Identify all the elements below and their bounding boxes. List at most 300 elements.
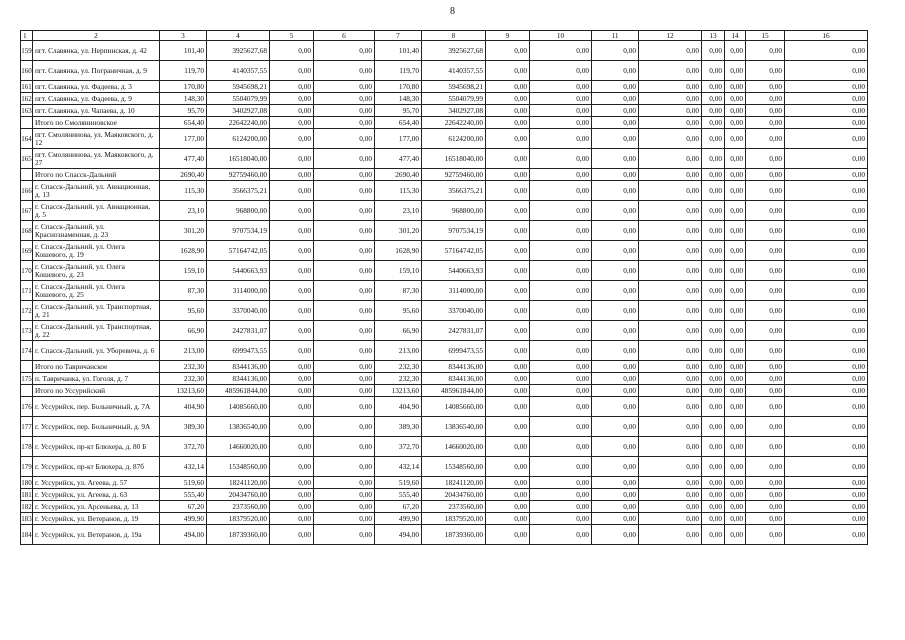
table-row (21, 477, 868, 489)
value-cell: 0,00 (314, 61, 375, 81)
value-cell: 0,00 (270, 105, 314, 117)
value-cell: 0,00 (270, 525, 314, 545)
value-cell: 22642240,00 (422, 117, 486, 129)
value-cell: 8344136,00 (207, 373, 270, 385)
address-cell: пгт. Славянка, ул. Фадеева, д. 9 (33, 93, 160, 105)
value-cell: 0,00 (314, 361, 375, 373)
value-cell: 0,00 (702, 385, 725, 397)
value-cell: 555,40 (375, 489, 422, 501)
value-cell: 0,00 (486, 117, 530, 129)
value-cell: 2427831,07 (422, 321, 486, 341)
value-cell: 0,00 (592, 525, 639, 545)
value-cell: 0,00 (270, 321, 314, 341)
value-cell: 14085660,00 (422, 397, 486, 417)
value-cell: 95,60 (375, 301, 422, 321)
value-cell: 0,00 (592, 437, 639, 457)
value-cell: 2690,40 (160, 169, 207, 181)
value-cell: 0,00 (530, 169, 592, 181)
table-row (21, 417, 868, 437)
value-cell: 0,00 (486, 105, 530, 117)
value-cell: 0,00 (746, 61, 785, 81)
value-cell: 95,70 (375, 105, 422, 117)
value-cell: 0,00 (270, 93, 314, 105)
value-cell: 0,00 (746, 489, 785, 501)
value-cell: 232,30 (375, 373, 422, 385)
value-cell: 4140357,55 (207, 61, 270, 81)
value-cell: 0,00 (639, 93, 702, 105)
value-cell: 0,00 (785, 437, 868, 457)
value-cell: 0,00 (746, 81, 785, 93)
value-cell: 0,00 (530, 457, 592, 477)
address-cell: г. Спасск-Дальний, ул. Олега Кошевого, д. 19 (33, 241, 160, 261)
value-cell: 0,00 (639, 501, 702, 513)
value-cell: 0,00 (530, 477, 592, 489)
value-cell: 0,00 (702, 361, 725, 373)
value-cell: 0,00 (725, 81, 746, 93)
value-cell: 0,00 (725, 129, 746, 149)
address-cell: Итого по Тавричанское (33, 361, 160, 373)
value-cell: 0,00 (746, 105, 785, 117)
value-cell: 485961844,00 (207, 385, 270, 397)
value-cell: 0,00 (785, 373, 868, 385)
value-cell: 0,00 (314, 281, 375, 301)
value-cell: 0,00 (785, 513, 868, 525)
value-cell: 0,00 (314, 181, 375, 201)
value-cell: 170,80 (160, 81, 207, 93)
table-row (21, 201, 868, 221)
value-cell: 0,00 (725, 501, 746, 513)
value-cell: 555,40 (160, 489, 207, 501)
row-number: 163 (21, 106, 32, 115)
value-cell: 14085660,00 (207, 397, 270, 417)
value-cell: 0,00 (725, 437, 746, 457)
row-number (21, 385, 33, 397)
column-number-cell: 9 (486, 31, 530, 41)
value-cell: 0,00 (725, 385, 746, 397)
value-cell: 3114000,00 (207, 281, 270, 301)
value-cell: 0,00 (314, 477, 375, 489)
address-cell: г. Спасск-Дальний, ул. Олега Кошевого, д. 23 (33, 261, 160, 281)
value-cell: 0,00 (530, 301, 592, 321)
value-cell: 0,00 (639, 373, 702, 385)
value-cell: 0,00 (270, 477, 314, 489)
value-cell: 87,30 (160, 281, 207, 301)
value-cell: 177,00 (160, 129, 207, 149)
table-row (21, 525, 868, 545)
value-cell: 0,00 (702, 321, 725, 341)
value-cell: 432,14 (375, 457, 422, 477)
value-cell: 3402927,08 (422, 105, 486, 117)
value-cell: 0,00 (785, 61, 868, 81)
value-cell: 0,00 (314, 261, 375, 281)
address-cell: Итого по Смоляниновское (33, 117, 160, 129)
value-cell: 0,00 (270, 501, 314, 513)
value-cell: 0,00 (314, 385, 375, 397)
value-cell: 57164742,05 (422, 241, 486, 261)
value-cell: 0,00 (746, 477, 785, 489)
value-cell: 0,00 (702, 169, 725, 181)
value-cell: 0,00 (746, 261, 785, 281)
value-cell: 0,00 (785, 321, 868, 341)
value-cell: 0,00 (785, 105, 868, 117)
value-cell: 0,00 (592, 281, 639, 301)
value-cell: 0,00 (746, 281, 785, 301)
value-cell: 0,00 (639, 437, 702, 457)
value-cell: 0,00 (639, 489, 702, 501)
value-cell: 372,70 (375, 437, 422, 457)
value-cell: 0,00 (639, 149, 702, 169)
value-cell: 0,00 (270, 149, 314, 169)
value-cell: 0,00 (314, 301, 375, 321)
value-cell: 15348560,00 (207, 457, 270, 477)
row-number: 165 (21, 149, 33, 169)
value-cell: 494,00 (375, 525, 422, 545)
value-cell: 67,20 (160, 501, 207, 513)
row-number: 177 (21, 417, 33, 437)
value-cell: 0,00 (530, 489, 592, 501)
value-cell: 18241120,00 (207, 477, 270, 489)
value-cell: 0,00 (592, 81, 639, 93)
row-number (21, 117, 33, 129)
row-number: 168 (21, 221, 33, 241)
value-cell: 0,00 (725, 477, 746, 489)
table-row (21, 129, 868, 149)
row-number: 176 (21, 397, 33, 417)
value-cell: 968800,00 (422, 201, 486, 221)
table-row (21, 513, 868, 525)
value-cell: 0,00 (592, 181, 639, 201)
value-cell: 0,00 (725, 281, 746, 301)
value-cell: 13213,60 (160, 385, 207, 397)
value-cell: 0,00 (785, 221, 868, 241)
address-cell: г. Спасск-Дальний, ул. Авиационная, д. 13 (33, 181, 160, 201)
column-number-cell: 10 (530, 31, 592, 41)
row-number: 174 (21, 341, 33, 361)
value-cell: 0,00 (785, 41, 868, 61)
value-cell: 0,00 (486, 281, 530, 301)
value-cell: 0,00 (486, 201, 530, 221)
address-cell: г. Уссурийск, пр-кт Блюхера, д. 87б (33, 457, 160, 477)
value-cell: 0,00 (270, 117, 314, 129)
value-cell: 0,00 (725, 513, 746, 525)
value-cell: 654,40 (375, 117, 422, 129)
value-cell: 0,00 (639, 341, 702, 361)
value-cell: 0,00 (530, 281, 592, 301)
value-cell: 4140357,55 (422, 61, 486, 81)
value-cell: 0,00 (270, 437, 314, 457)
value-cell: 3925627,68 (207, 41, 270, 61)
value-cell: 0,00 (592, 321, 639, 341)
value-cell: 159,10 (375, 261, 422, 281)
table-row (21, 181, 868, 201)
address-cell: пгт. Славянка, ул. Нерпинская, д. 42 (33, 41, 160, 61)
value-cell: 159,10 (160, 261, 207, 281)
value-cell: 0,00 (785, 477, 868, 489)
value-cell: 0,00 (314, 81, 375, 93)
row-number: 172 (21, 301, 33, 321)
value-cell: 0,00 (592, 489, 639, 501)
value-cell: 0,00 (725, 241, 746, 261)
value-cell: 0,00 (785, 117, 868, 129)
value-cell: 0,00 (702, 501, 725, 513)
value-cell: 170,80 (375, 81, 422, 93)
value-cell: 0,00 (314, 397, 375, 417)
table-row (21, 397, 868, 417)
value-cell: 0,00 (702, 41, 725, 61)
column-number-cell: 1 (21, 31, 33, 41)
address-cell: г. Уссурийск, пер. Больничный, д. 9А (33, 417, 160, 437)
value-cell: 0,00 (314, 221, 375, 241)
value-cell: 18739360,00 (207, 525, 270, 545)
value-cell: 0,00 (702, 81, 725, 93)
table-row (21, 41, 868, 61)
value-cell: 0,00 (702, 129, 725, 149)
value-cell: 0,00 (486, 361, 530, 373)
value-cell: 0,00 (486, 513, 530, 525)
address-cell: г. Уссурийск, ул. Агеева, д. 57 (33, 477, 160, 489)
value-cell: 0,00 (702, 397, 725, 417)
value-cell: 0,00 (702, 181, 725, 201)
value-cell: 8344136,00 (422, 373, 486, 385)
address-cell: г. Уссурийск, ул. Арсеньева, д. 13 (33, 501, 160, 513)
apartment-buildings-table (20, 30, 868, 545)
value-cell: 0,00 (725, 181, 746, 201)
value-cell: 2373560,00 (207, 501, 270, 513)
table-row (21, 61, 868, 81)
value-cell: 0,00 (746, 385, 785, 397)
value-cell: 0,00 (592, 501, 639, 513)
table-row (21, 501, 868, 513)
value-cell: 0,00 (746, 437, 785, 457)
value-cell: 0,00 (785, 489, 868, 501)
table-row (21, 457, 868, 477)
value-cell: 0,00 (725, 93, 746, 105)
value-cell: 0,00 (314, 457, 375, 477)
value-cell: 3566375,21 (207, 181, 270, 201)
value-cell: 654,40 (160, 117, 207, 129)
value-cell: 0,00 (486, 457, 530, 477)
value-cell: 0,00 (314, 41, 375, 61)
row-number: 160 (21, 61, 33, 81)
value-cell: 13213,60 (375, 385, 422, 397)
value-cell: 0,00 (592, 221, 639, 241)
value-cell: 0,00 (725, 105, 746, 117)
subtotal-row (21, 117, 868, 129)
value-cell: 519,60 (375, 477, 422, 489)
value-cell: 0,00 (725, 261, 746, 281)
value-cell: 115,30 (160, 181, 207, 201)
value-cell: 0,00 (592, 261, 639, 281)
value-cell: 0,00 (746, 513, 785, 525)
value-cell: 177,00 (375, 129, 422, 149)
value-cell: 0,00 (592, 129, 639, 149)
value-cell: 3566375,21 (422, 181, 486, 201)
value-cell: 0,00 (725, 417, 746, 437)
value-cell: 0,00 (702, 457, 725, 477)
value-cell: 66,90 (160, 321, 207, 341)
value-cell: 0,00 (270, 221, 314, 241)
value-cell: 92759460,00 (207, 169, 270, 181)
value-cell: 18241120,00 (422, 477, 486, 489)
value-cell: 0,00 (639, 417, 702, 437)
value-cell: 101,40 (160, 41, 207, 61)
value-cell: 0,00 (746, 341, 785, 361)
value-cell: 0,00 (746, 117, 785, 129)
value-cell: 0,00 (639, 61, 702, 81)
value-cell: 0,00 (639, 129, 702, 149)
value-cell: 0,00 (746, 129, 785, 149)
column-number-header (21, 31, 868, 41)
value-cell: 0,00 (530, 385, 592, 397)
value-cell: 0,00 (314, 437, 375, 457)
value-cell: 0,00 (530, 321, 592, 341)
value-cell: 0,00 (702, 241, 725, 261)
value-cell: 0,00 (270, 341, 314, 361)
value-cell: 0,00 (530, 501, 592, 513)
value-cell: 0,00 (702, 437, 725, 457)
value-cell: 0,00 (270, 385, 314, 397)
value-cell: 23,10 (375, 201, 422, 221)
table-row (21, 241, 868, 261)
value-cell: 0,00 (530, 341, 592, 361)
value-cell: 95,70 (160, 105, 207, 117)
value-cell: 0,00 (725, 61, 746, 81)
row-number: 162 (21, 94, 32, 103)
value-cell: 0,00 (314, 489, 375, 501)
value-cell: 0,00 (486, 129, 530, 149)
value-cell: 0,00 (486, 149, 530, 169)
value-cell: 3402927,08 (207, 105, 270, 117)
value-cell: 0,00 (725, 149, 746, 169)
address-cell: г. Спасск-Дальний, ул. Транспортная, д. 21 (33, 301, 160, 321)
column-number-cell: 2 (33, 31, 160, 41)
value-cell: 0,00 (746, 169, 785, 181)
value-cell: 95,60 (160, 301, 207, 321)
value-cell: 8344136,00 (422, 361, 486, 373)
value-cell: 0,00 (530, 117, 592, 129)
value-cell: 0,00 (592, 41, 639, 61)
value-cell: 0,00 (702, 525, 725, 545)
value-cell: 485961844,00 (422, 385, 486, 397)
value-cell: 0,00 (486, 169, 530, 181)
row-number: 170 (21, 261, 33, 281)
value-cell: 0,00 (746, 417, 785, 437)
value-cell: 0,00 (486, 373, 530, 385)
column-number-cell: 8 (422, 31, 486, 41)
table-row (21, 81, 868, 93)
address-cell: пгт. Славянка, ул. Пограничная, д. 9 (33, 61, 160, 81)
value-cell: 5945698,21 (207, 81, 270, 93)
value-cell: 0,00 (725, 457, 746, 477)
value-cell: 0,00 (746, 301, 785, 321)
value-cell: 494,00 (160, 525, 207, 545)
value-cell: 0,00 (639, 457, 702, 477)
value-cell: 6999473,55 (207, 341, 270, 361)
value-cell: 0,00 (270, 489, 314, 501)
address-cell: пгт. Смолянинова, ул. Маяковского, д. 12 (33, 129, 160, 149)
value-cell: 0,00 (314, 241, 375, 261)
row-number: 182 (21, 502, 32, 511)
value-cell: 0,00 (486, 241, 530, 261)
value-cell: 0,00 (746, 373, 785, 385)
value-cell: 0,00 (592, 341, 639, 361)
value-cell: 0,00 (486, 261, 530, 281)
value-cell: 0,00 (314, 201, 375, 221)
value-cell: 0,00 (592, 169, 639, 181)
value-cell: 0,00 (530, 373, 592, 385)
value-cell: 0,00 (486, 301, 530, 321)
value-cell: 389,30 (160, 417, 207, 437)
value-cell: 0,00 (785, 169, 868, 181)
value-cell: 5945698,21 (422, 81, 486, 93)
value-cell: 0,00 (785, 93, 868, 105)
value-cell: 0,00 (639, 241, 702, 261)
row-number: 161 (21, 82, 32, 91)
table-row (21, 321, 868, 341)
row-number: 184 (21, 525, 33, 545)
value-cell: 0,00 (639, 281, 702, 301)
value-cell: 0,00 (746, 397, 785, 417)
value-cell: 0,00 (270, 241, 314, 261)
value-cell: 0,00 (746, 221, 785, 241)
value-cell: 0,00 (314, 117, 375, 129)
value-cell: 0,00 (785, 417, 868, 437)
value-cell: 6999473,55 (422, 341, 486, 361)
value-cell: 0,00 (270, 41, 314, 61)
value-cell: 16518040,00 (422, 149, 486, 169)
value-cell: 477,40 (160, 149, 207, 169)
value-cell: 0,00 (486, 501, 530, 513)
value-cell: 0,00 (592, 361, 639, 373)
value-cell: 0,00 (785, 129, 868, 149)
value-cell: 0,00 (725, 361, 746, 373)
address-cell: Итого по Уссурийский (33, 385, 160, 397)
value-cell: 0,00 (785, 525, 868, 545)
table-row (21, 301, 868, 321)
value-cell: 0,00 (592, 105, 639, 117)
address-cell: пгт. Славянка, ул. Чапаева, д. 10 (33, 105, 160, 117)
value-cell: 0,00 (702, 221, 725, 241)
value-cell: 0,00 (314, 149, 375, 169)
value-cell: 0,00 (702, 489, 725, 501)
value-cell: 0,00 (702, 105, 725, 117)
value-cell: 57164742,05 (207, 241, 270, 261)
value-cell: 0,00 (702, 261, 725, 281)
address-cell: г. Спасск-Дальний, ул. Олега Кошевого, д. 25 (33, 281, 160, 301)
value-cell: 0,00 (785, 501, 868, 513)
value-cell: 519,60 (160, 477, 207, 489)
value-cell: 0,00 (314, 501, 375, 513)
value-cell: 0,00 (785, 181, 868, 201)
value-cell: 0,00 (270, 301, 314, 321)
value-cell: 18739360,00 (422, 525, 486, 545)
value-cell: 968800,00 (207, 201, 270, 221)
value-cell: 0,00 (314, 417, 375, 437)
value-cell: 0,00 (639, 513, 702, 525)
value-cell: 0,00 (725, 301, 746, 321)
value-cell: 0,00 (592, 241, 639, 261)
value-cell: 0,00 (639, 181, 702, 201)
value-cell: 5440663,93 (422, 261, 486, 281)
value-cell: 3114000,00 (422, 281, 486, 301)
value-cell: 0,00 (725, 221, 746, 241)
value-cell: 148,30 (375, 93, 422, 105)
value-cell: 15348560,00 (422, 457, 486, 477)
value-cell: 5504079,99 (207, 93, 270, 105)
value-cell: 0,00 (746, 361, 785, 373)
address-cell: г. Уссурийск, ул. Агеева, д. 63 (33, 489, 160, 501)
address-cell: г. Спасск-Дальний, ул. Уборевича, д. 6 (33, 341, 160, 361)
